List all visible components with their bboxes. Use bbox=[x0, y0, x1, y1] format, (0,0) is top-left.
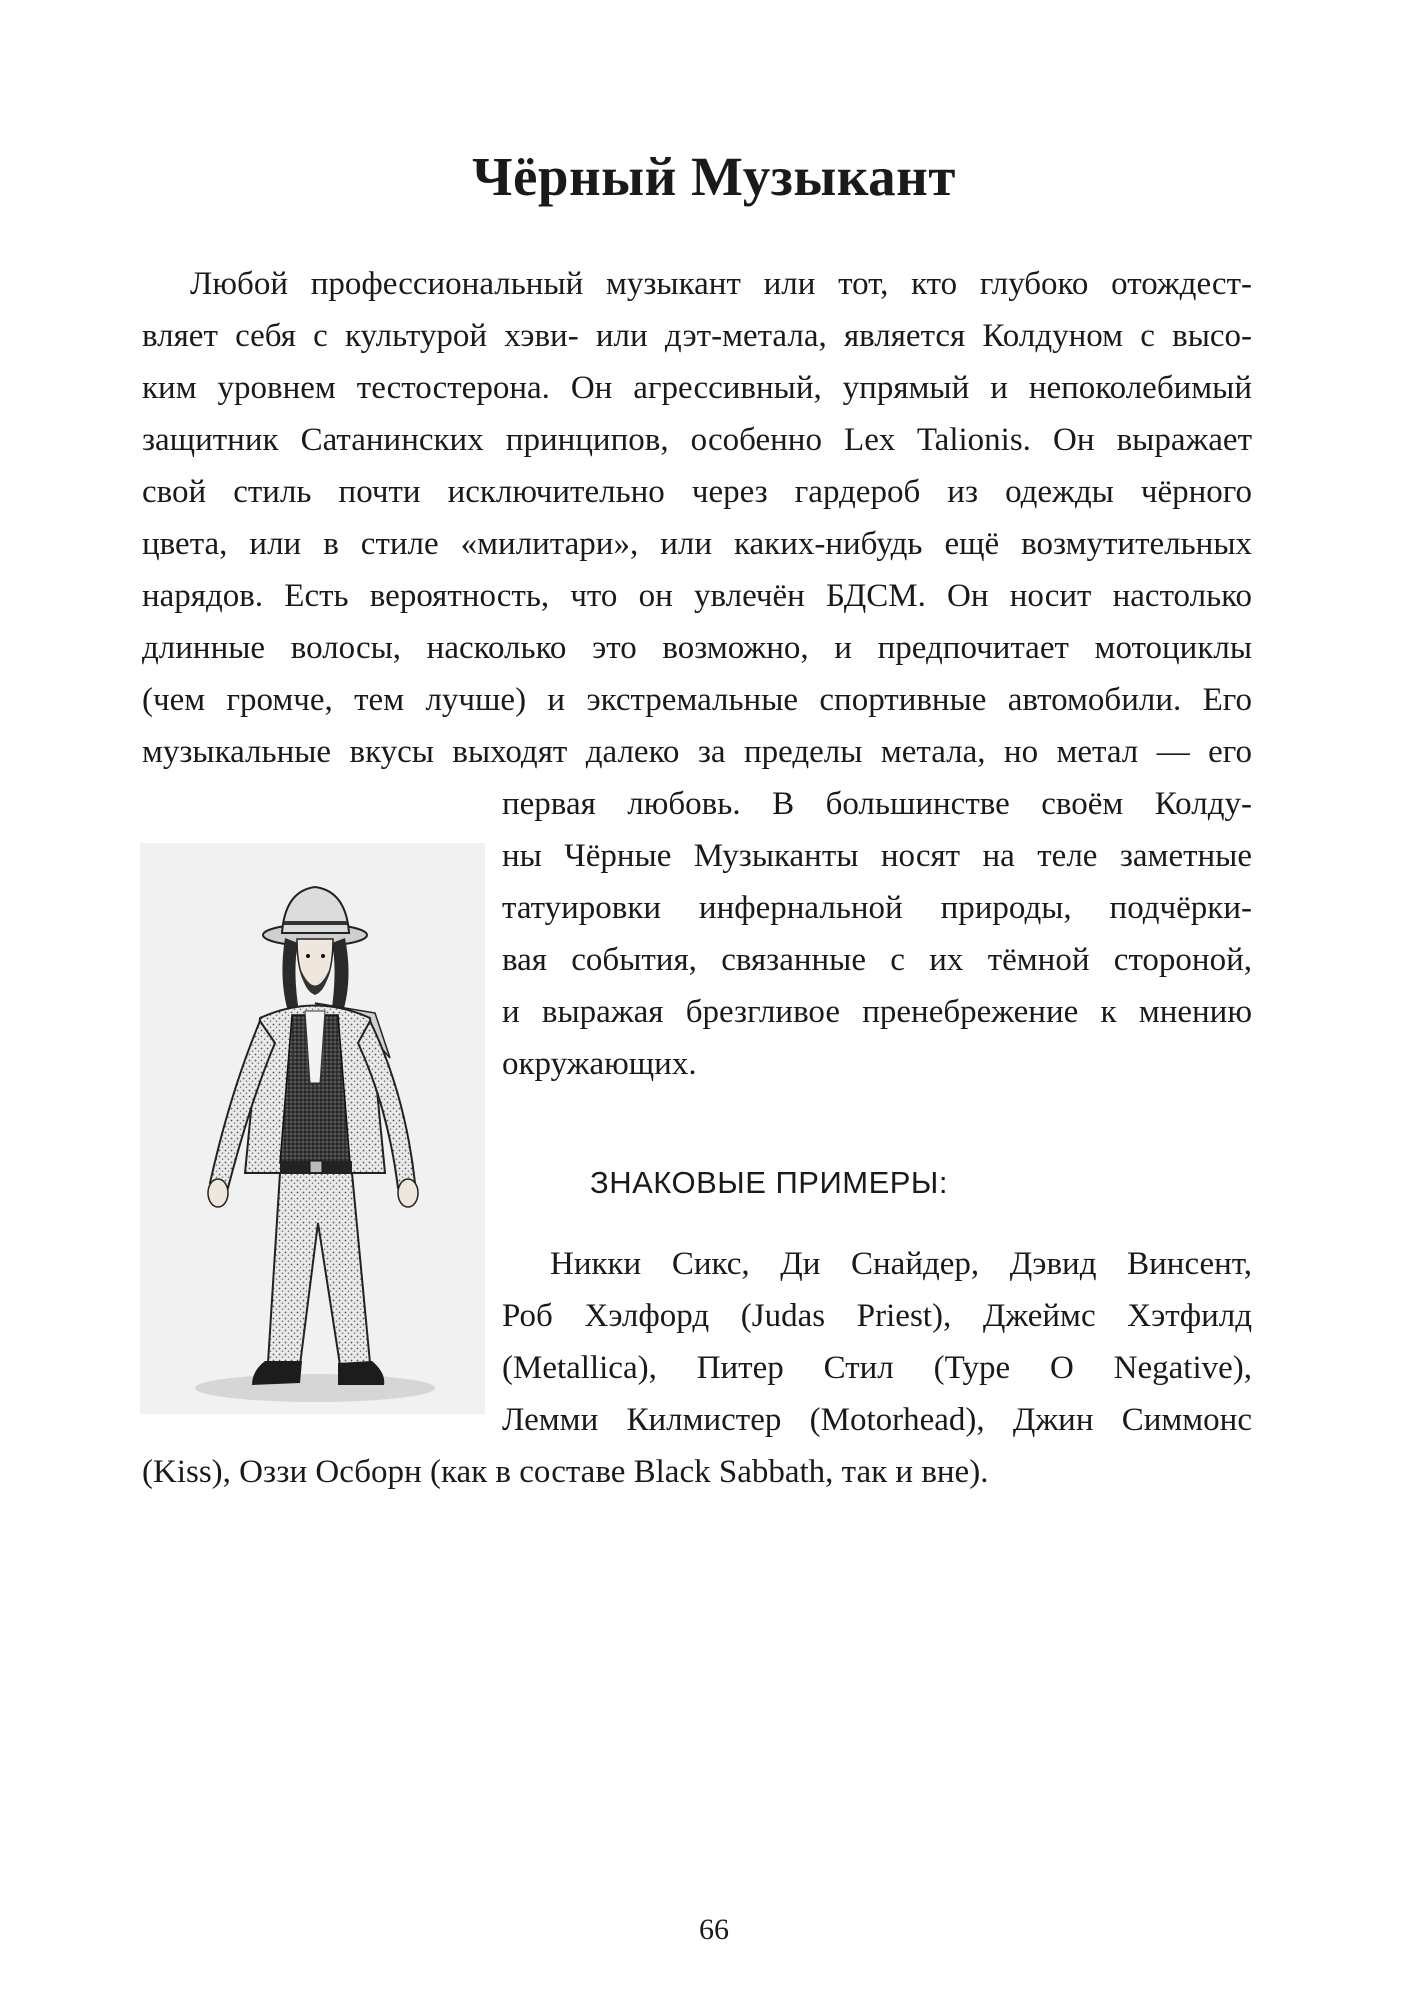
text-line: вляет себя с культурой хэви- или дэт-метала, является Колдуном с высо- bbox=[142, 318, 1252, 354]
page-title: Чёрный Музыкант bbox=[472, 146, 956, 207]
intro-paragraph bbox=[142, 258, 1252, 778]
text-line: (Metallica), Питер Стил (Type O Negative), bbox=[502, 1350, 1252, 1386]
text-line: вая события, связанные с их тёмной стороной, bbox=[502, 942, 1252, 978]
text-line: первая любовь. В большинстве своём Колду- bbox=[502, 786, 1252, 822]
text-line: ким уровнем тестостерона. Он агрессивный, упрямый и непоколебимый bbox=[142, 370, 1252, 406]
text-line: Лемми Килмистер (Motorhead), Джин Симмонс bbox=[502, 1402, 1252, 1438]
text-line: нарядов. Есть вероятность, что он увлечён БДСМ. Он носит настолько bbox=[142, 578, 1252, 614]
text-line: свой стиль почти исключительно через гардероб из одежды чёрного bbox=[142, 474, 1252, 510]
text-line: ны Чёрные Музыканты носят на теле заметные bbox=[502, 838, 1252, 874]
text-line: защитник Сатанинских принципов, особенно Lex Talionis. Он выражает bbox=[142, 422, 1252, 458]
musician-drawing-icon bbox=[140, 843, 485, 1414]
text-line: длинные волосы, насколько это возможно, и предпочитает мотоциклы bbox=[142, 630, 1252, 666]
musician-illustration bbox=[140, 843, 485, 1414]
text-line: (Kiss), Оззи Осборн (как в составе Black Sabbath, так и вне). bbox=[142, 1454, 989, 1490]
text-line: и выражая брезгливое пренебрежение к мнению bbox=[502, 994, 1252, 1030]
text-line: окружающих. bbox=[502, 1046, 697, 1082]
wrap-paragraph bbox=[502, 778, 1252, 1090]
page-number: 66 bbox=[699, 1913, 729, 1946]
examples-paragraph bbox=[502, 1238, 1252, 1446]
text-line: татуировки инфернальной природы, подчёрки- bbox=[502, 890, 1252, 926]
text-line: Роб Хэлфорд (Judas Priest), Джеймс Хэтфилд bbox=[502, 1298, 1252, 1334]
text-line: музыкальные вкусы выходят далеко за пределы метала, но метал — его bbox=[142, 734, 1252, 770]
examples-last-line-block bbox=[142, 1446, 1252, 1498]
text-line: цвета, или в стиле «милитари», или каких-нибудь ещё возмутительных bbox=[142, 526, 1252, 562]
text-line: Любой профессиональный музыкант или тот, кто глубоко отождест- bbox=[190, 266, 1252, 302]
text-line: Никки Сикс, Ди Снайдер, Дэвид Винсент, bbox=[550, 1246, 1252, 1282]
examples-heading: ЗНАКОВЫЕ ПРИМЕРЫ: bbox=[590, 1165, 948, 1200]
text-line: (чем громче, тем лучше) и экстремальные спортивные автомобили. Его bbox=[142, 682, 1252, 718]
